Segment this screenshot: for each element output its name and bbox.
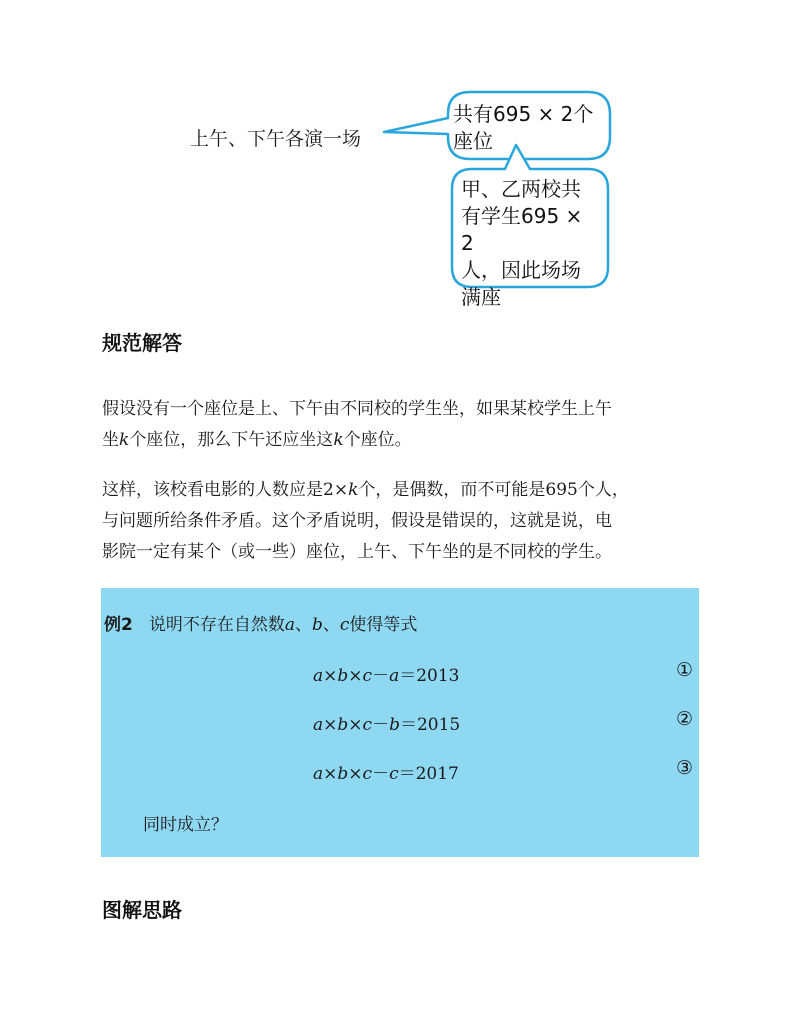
bubble-2-text: 甲、乙两校共 有学生695 × 2 人，因此场场 满座 [461, 177, 583, 309]
equation-number-3: ③ [676, 757, 694, 779]
example-label: 例2 [104, 615, 133, 635]
paragraph-line: 假设没有一个座位是上、下午由不同校的学生坐，如果某校学生上午 [102, 399, 612, 419]
equation-1: a×b×c－a＝2013 [313, 666, 460, 686]
paragraph-line: 影院一定有某个（或一些）座位，上午、下午坐的是不同校的学生。 [102, 542, 612, 562]
equation-2: a×b×c－b＝2015 [313, 715, 461, 735]
example-question-end: 同时成立？ [143, 815, 228, 835]
equation-number-1: ① [676, 659, 694, 681]
paragraph-assumption [102, 394, 702, 456]
paragraph-line: 这样，该校看电影的人数应是2×k个，是偶数，而不可能是695个人， [102, 480, 629, 500]
section-title-solution: 规范解答 [102, 331, 182, 355]
example-box [101, 588, 699, 857]
paragraph-line: 坐k个座位，那么下午还应坐这k个座位。 [102, 430, 412, 450]
diagram-label: 上午、下午各演一场 [190, 128, 362, 150]
equation-3: a×b×c－c＝2017 [313, 764, 459, 784]
reasoning-diagram [0, 0, 800, 309]
example-prompt: 例2 说明不存在自然数a、b、c使得等式 [104, 615, 418, 635]
equation-number-2: ② [676, 708, 694, 730]
paragraph-line: 与问题所给条件矛盾。这个矛盾说明，假设是错误的，这就是说，电 [102, 511, 612, 531]
paragraph-contradiction [102, 475, 702, 568]
section-title-diagram-thinking: 图解思路 [102, 898, 182, 922]
bubble-1-text: 共有695 × 2个 座位 [453, 102, 594, 153]
speech-bubbles [0, 0, 800, 300]
